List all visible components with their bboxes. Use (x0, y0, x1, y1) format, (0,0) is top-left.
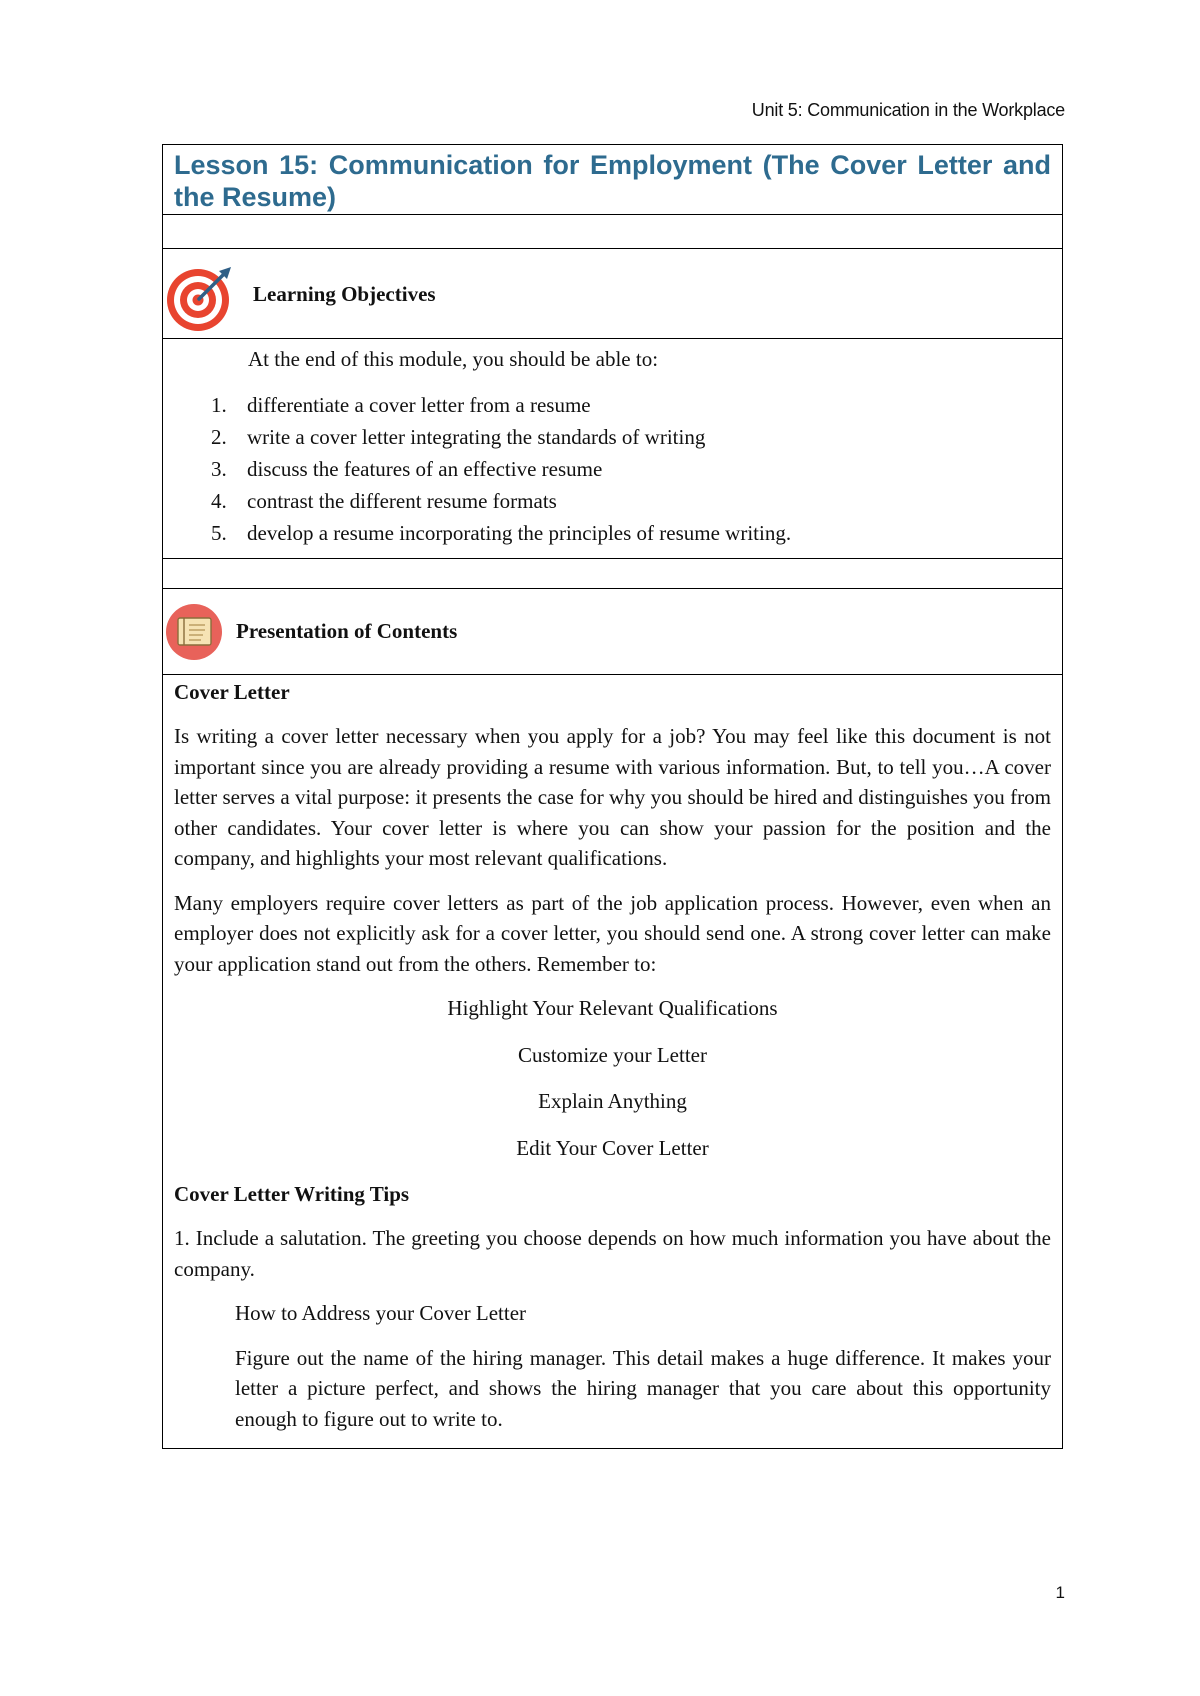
objective-text: write a cover letter integrating the standards of writing (247, 425, 706, 449)
objective-number: 1. (211, 393, 227, 417)
presentation-heading: Presentation of Contents (236, 619, 458, 643)
target-icon (165, 263, 235, 333)
objective-item (174, 421, 1051, 453)
tip-subparagraph: Figure out the name of the hiring manager. This detail makes a huge difference. It makes your letter a picture perfect, and shows the hiring manager that you care about this opportunity enough to figure out to write to. (235, 1345, 1051, 1431)
learning-objectives-header (163, 249, 1062, 339)
lesson-title: Lesson 15: Communication for Employment (The Cover Letter and the Resume) (174, 150, 1051, 212)
objective-text: differentiate a cover letter from a resume (247, 393, 591, 417)
objective-number: 3. (211, 457, 227, 481)
objective-item (174, 485, 1051, 517)
lesson-box (162, 144, 1063, 1449)
objective-number: 5. (211, 521, 227, 545)
reminder-item: Customize your Letter (518, 1042, 707, 1067)
reminder-item: Edit Your Cover Letter (516, 1135, 709, 1160)
objective-text: contrast the different resume formats (247, 489, 557, 513)
presentation-content (163, 675, 1062, 1448)
objective-number: 4. (211, 489, 227, 513)
objectives-content (163, 339, 1062, 559)
reminder-item: Explain Anything (538, 1089, 687, 1113)
book-icon (165, 603, 223, 661)
cover-letter-heading: Cover Letter (174, 680, 290, 704)
reminder-item: Highlight Your Relevant Qualifications (447, 996, 778, 1020)
presentation-header (163, 589, 1062, 675)
running-header: Unit 5: Communication in the Workplace (751, 100, 1065, 120)
lesson-title-row (163, 145, 1062, 215)
spacer-row (163, 559, 1062, 589)
cover-letter-paragraph: Is writing a cover letter necessary when you apply for a job? You may feel like this document is not important since you are already providing a resume with various information. But, to tell you…A cover letter serves a vital purpose: it presents the case for why you should be hired and distinguishes you from other candidates. Your cover letter is where you can show your passion for the position and the company, and highlights your most relevant qualifications. (174, 724, 1051, 870)
objectives-list (174, 389, 1051, 549)
cover-letter-paragraph: Many employers require cover letters as part of the job application process. However, even when an employer does not explicitly ask for a cover letter, you should send one. A strong cover letter can make your application stand out from the others. Remember to: (174, 890, 1051, 976)
page-number: 1 (1055, 1583, 1065, 1602)
objectives-intro: At the end of this module, you should be able to: (248, 347, 659, 371)
objective-item (174, 389, 1051, 421)
objective-text: develop a resume incorporating the principles of resume writing. (247, 521, 792, 545)
objective-text: discuss the features of an effective resume (247, 457, 603, 481)
learning-objectives-heading: Learning Objectives (253, 282, 436, 306)
objective-item (174, 453, 1051, 485)
objective-item (174, 517, 1051, 549)
spacer-row (163, 215, 1062, 249)
tip-paragraph: 1. Include a salutation. The greeting you choose depends on how much information you have about the company. (174, 1226, 1051, 1281)
tips-heading: Cover Letter Writing Tips (174, 1182, 410, 1206)
objective-number: 2. (211, 425, 227, 449)
tip-subheading: How to Address your Cover Letter (235, 1301, 527, 1325)
